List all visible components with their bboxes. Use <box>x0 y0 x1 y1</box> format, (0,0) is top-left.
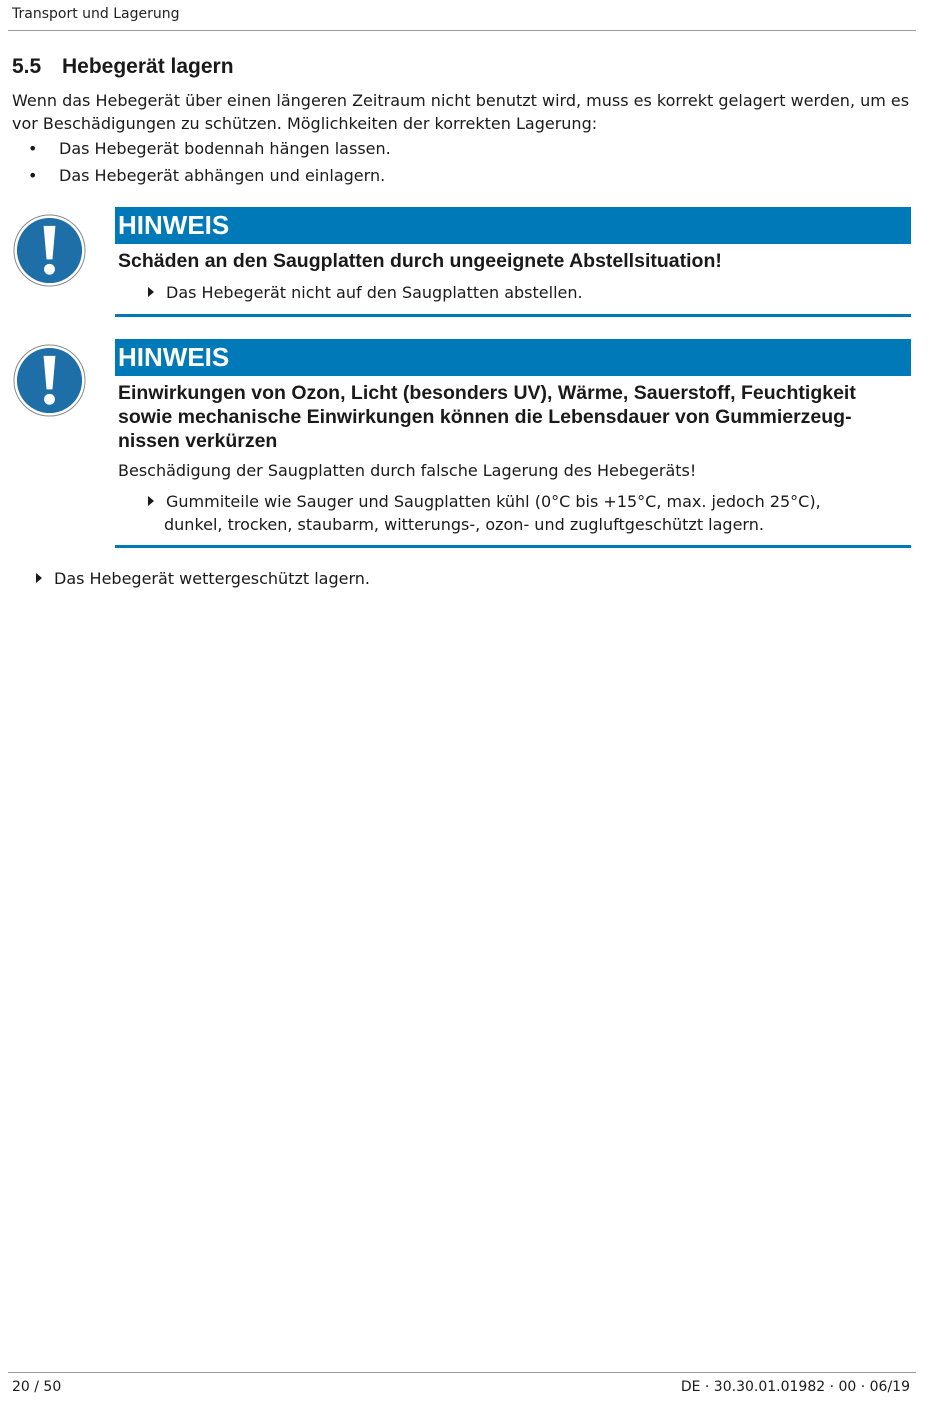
section-number: 5.5 <box>12 55 42 78</box>
bullet-marker: • <box>28 166 38 185</box>
notice-bottom-rule <box>115 545 911 548</box>
step-arrow-icon <box>36 573 42 583</box>
final-step <box>36 567 370 590</box>
notice-subtitle: Schäden an den Saugplatten durch ungeeignete Abstellsituation! <box>118 250 722 272</box>
step-text-line2: dunkel, trocken, staubarm, witterungs-, ozon- und zugluftgeschützt lagern. <box>164 515 764 534</box>
section-heading <box>12 55 234 79</box>
document-reference: DE · 30.30.01.01982 · 00 · 06/19 <box>680 1379 910 1395</box>
notice-label: HINWEIS <box>115 339 911 376</box>
exclamation-icon <box>13 214 86 287</box>
notice-subtitle: Einwirkungen von Ozon, Licht (besonders UV), Wärme, Sauerstoff, Feuchtigkeit sowie mechanische Einwirkungen können die Lebensdauer von Gummierzeug- nissen verkürzen <box>118 382 856 452</box>
running-header: Transport und Lagerung <box>12 6 180 22</box>
notice-bottom-rule <box>115 314 911 317</box>
intro-paragraph: Wenn das Hebegerät über einen längeren Zeitraum nicht benutzt wird, muss es korrekt gelagert werden, um es vor Beschädigungen zu schützen. Möglichkeiten der korrekten Lagerung: <box>12 91 910 133</box>
list-item <box>28 139 391 158</box>
exclamation-icon <box>13 344 86 417</box>
notice-text: Beschädigung der Saugplatten durch falsche Lagerung des Hebegeräts! <box>118 461 697 480</box>
bullet-text: Das Hebegerät bodennah hängen lassen. <box>59 139 391 158</box>
notice-label: HINWEIS <box>115 207 911 244</box>
notice-step <box>148 490 821 536</box>
bullet-marker: • <box>28 139 38 158</box>
step-arrow-icon <box>148 496 154 506</box>
step-text-line1: Gummiteile wie Sauger und Saugplatten kühl (0°C bis +15°C, max. jedoch 25°C), <box>166 492 821 511</box>
step-text: Das Hebegerät nicht auf den Saugplatten abstellen. <box>166 283 583 302</box>
page-number: 20 / 50 <box>12 1379 62 1395</box>
header-divider <box>8 30 916 31</box>
step-text: Das Hebegerät wettergeschützt lagern. <box>54 569 370 588</box>
list-item <box>28 166 385 185</box>
footer-divider <box>8 1372 916 1373</box>
notice-step <box>148 281 583 304</box>
section-title: Hebegerät lagern <box>62 55 234 78</box>
bullet-text: Das Hebegerät abhängen und einlagern. <box>59 166 386 185</box>
step-arrow-icon <box>148 287 154 297</box>
